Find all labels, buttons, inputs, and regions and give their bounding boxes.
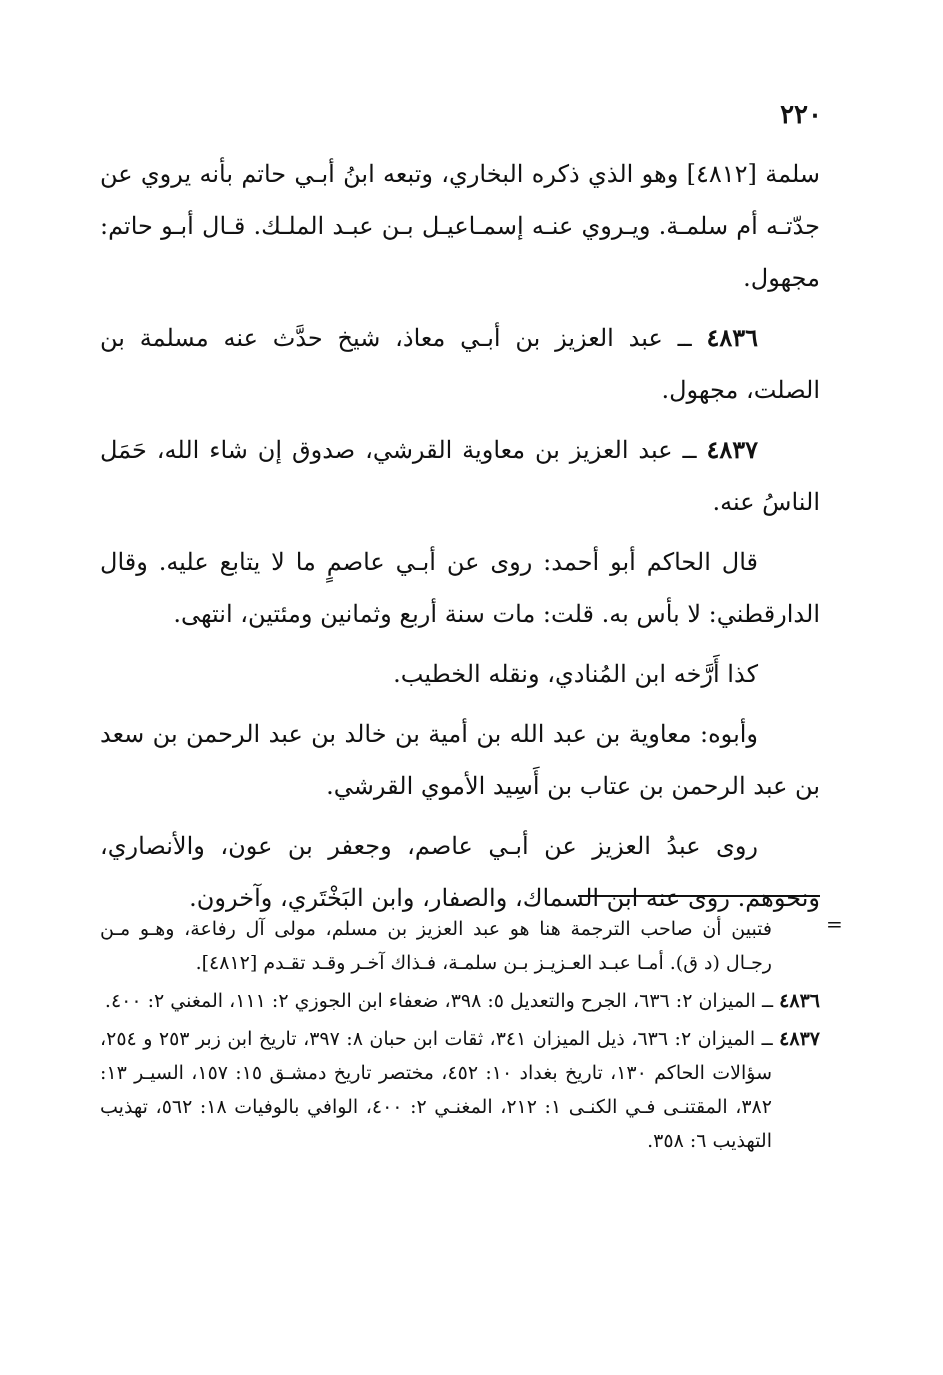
footnote-4836 <box>100 984 820 1018</box>
footnote-text: ــ الميزان ٢: ٦٣٦، الجرح والتعديل ٥: ٣٩٨، ضعفاء ابن الجوزي ٢: ١١١، المغني ٢: ٤٠٠. <box>104 990 774 1012</box>
entry-4837 <box>100 424 820 528</box>
footnote-text: ــ الميزان ٢: ٦٣٦، ذيل الميزان ٣٤١، ثقات ابن حبان ٨: ٣٩٧، تاريخ ابن زبر ٢٥٣ و ٢٥٤، سؤالات الحاكم ١٣٠، تاريخ بغداد ١٠: ٤٥٢، مختصر تاريخ دمشـق ١٥: ١٥٧، السيـر ١٣: ٣٨٢، المقتنـى فـي الكنـى ١: ٢١٢، المغنـي ٢: ٤٠٠، الوافي بالوفيات ١٨: ٥٦٢، تهذيب التهذيب ٦: ٣٥٨. <box>100 1028 773 1152</box>
paragraph-father: وأبوه: معاوية بن عبد الله بن أمية بن خالد بن عبد الرحمن بن سعد بن عبد الرحمن بن عتاب بن أَسِيد الأموي القرشي. <box>100 720 820 800</box>
continuation-mark: = <box>826 912 843 936</box>
entry-number: ٤٨٣٧ <box>706 435 758 464</box>
footnote-separator <box>578 895 820 897</box>
footnote-4837 <box>100 1022 820 1158</box>
paragraph-riwaya: روى عبدُ العزيز عن أبـي عاصم، وجعفر بن عون، والأنصاري، ونحوهم. روى عنه ابن السماك، والصفار، وابن البَخْتَري، وآخرون. <box>100 832 820 912</box>
entry-number: ٤٨٣٦ <box>706 323 758 352</box>
footnote-number: ٤٨٣٦ <box>779 990 820 1012</box>
main-text <box>100 148 820 932</box>
entry-text: ــ عبد العزيز بن أبـي معاذ، شيخ حدَّث عنه مسلمة بن الصلت، مجهول. <box>100 324 820 404</box>
entry-4836 <box>100 312 820 416</box>
intro-paragraph: سلمة [٤٨١٢] وهو الذي ذكره البخاري، وتبعه ابنُ أبـي حاتم بأنه يروي عن جدّتـه أم سلمـة. ويـروي عنـه إسمـاعيـل بـن عبـد الملـك. قـال أبـو حاتم: مجهول. <box>100 160 820 292</box>
paragraph-hakim: قال الحاكم أبو أحمد: روى عن أبـي عاصمٍ ما لا يتابع عليه. وقال الدارقطني: لا بأس به. قلت: مات سنة أربع وثمانين ومئتين، انتهى. <box>100 548 820 628</box>
footnote-continuation: فتبين أن صاحب الترجمة هنا هو عبد العزيز بن مسلم، مولى آل رفاعة، وهـو مـن رجـال (د ق). أمـا عبـد العـزيـز بـن سلمـة، فـذاك آخـر وقـد تقـدم [٤٨١٢]. <box>100 918 772 974</box>
paragraph-khatib: كذا أَرَّخه ابن المُنادي، ونقله الخطيب. <box>393 660 758 688</box>
entry-text: ــ عبد العزيز بن معاوية القرشي، صدوق إن شاء الله، حَمَل الناسُ عنه. <box>100 436 820 516</box>
page-number: ٢٢٠ <box>780 100 822 130</box>
footnote-number: ٤٨٣٧ <box>779 1028 820 1050</box>
footnotes <box>100 912 820 1162</box>
